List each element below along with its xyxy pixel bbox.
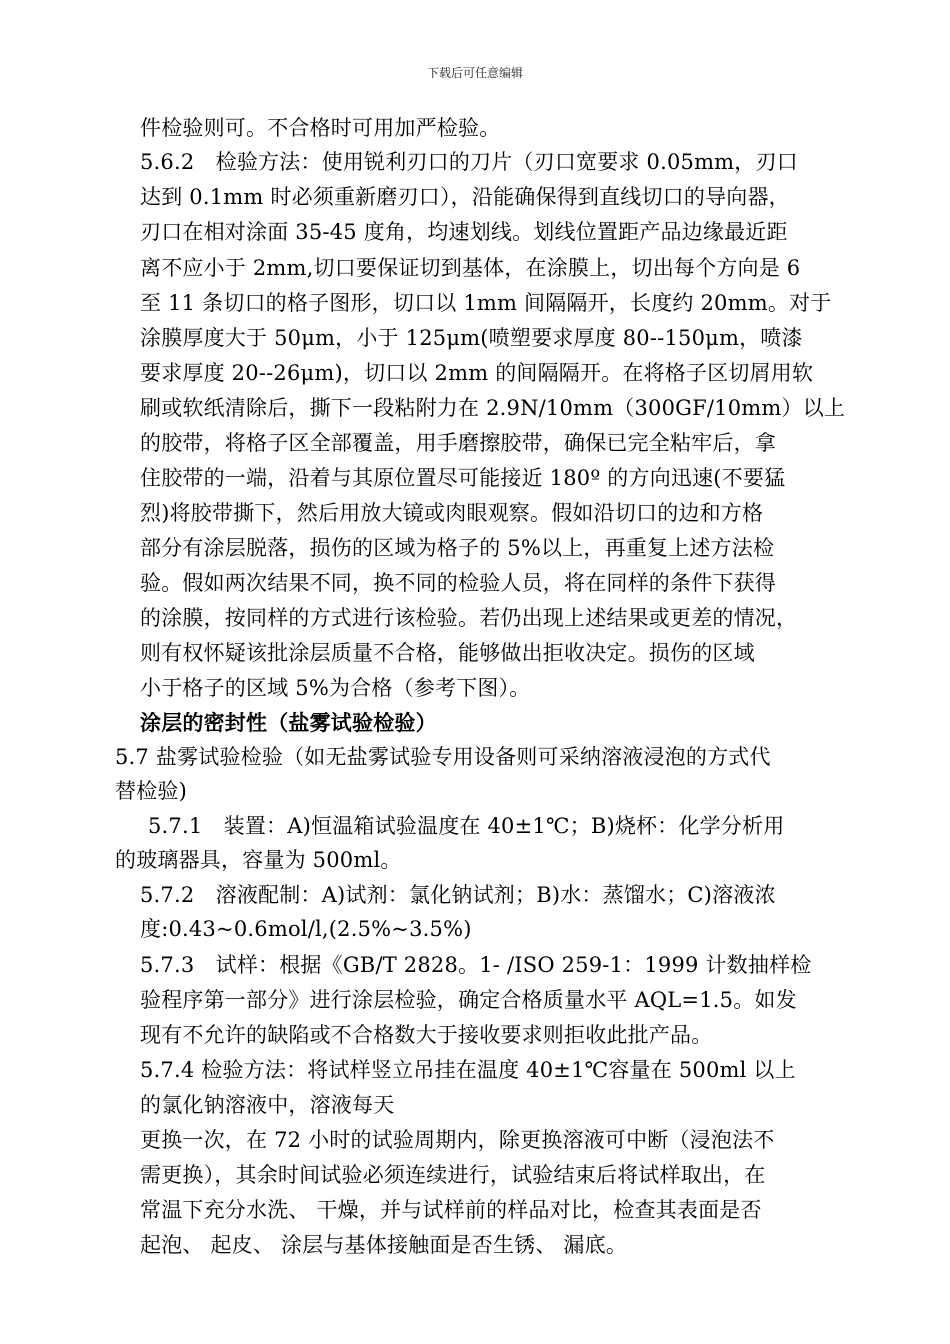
text-line: 起泡、 起皮、 涂层与基体接触面是否生锈、 漏底。: [140, 1233, 628, 1257]
text-line: 刷或软纸清除后，撕下一段粘附力在 2.9N/10mm（300GF/10mm）以上: [140, 396, 846, 420]
text-line: 烈)将胶带撕下，然后用放大镜或肉眼观察。假如沿切口的边和方格: [140, 501, 764, 525]
text-line: 的胶带，将格子区全部覆盖，用手磨擦胶带，确保已完全粘牢后，拿: [140, 431, 776, 455]
text-line: 需更换），其余时间试验必须连续进行，试验结束后将试样取出，在: [140, 1163, 766, 1187]
text-line: 要求厚度 20--26μm)，切口以 2mm 的间隔隔开。在将格子区切屑用软: [140, 361, 814, 385]
text-line: 5.7.1 装置：A)恒温箱试验温度在 40±1℃；B)烧杯：化学分析用: [148, 814, 785, 838]
text-line: 刃口在相对涂面 35-45 度角，均速划线。划线位置距产品边缘最近距: [140, 220, 788, 244]
text-line: 小于格子的区域 5%为合格（参考下图）。: [140, 676, 531, 700]
page-header: 下载后可任意编辑: [426, 66, 523, 80]
text-line: 则有权怀疑该批涂层质量不合格，能够做出拒收决定。损伤的区域: [140, 641, 755, 665]
text-line: 验。假如两次结果不同，换不同的检验人员，将在同样的条件下获得: [140, 571, 776, 595]
text-line: 替检验): [115, 779, 187, 803]
text-line: 的玻璃器具，容量为 500ml。: [115, 848, 402, 872]
text-line: 度:0.43~0.6mol/l,(2.5%~3.5%): [140, 917, 472, 941]
text-line: 至 11 条切口的格子图形，切口以 1mm 间隔隔开，长度约 20mm。对于: [140, 291, 832, 315]
text-line: 达到 0.1mm 时必须重新磨刃口），沿能确保得到直线切口的导向器，: [140, 185, 790, 209]
text-line: 5.7.4 检验方法：将试样竖立吊挂在温度 40±1℃容量在 500ml 以上: [140, 1058, 796, 1082]
text-line: 的氯化钠溶液中，溶液每天: [140, 1093, 395, 1117]
text-line: 现有不允许的缺陷或不合格数大于接收要求则拒收此批产品。: [140, 1023, 713, 1047]
text-line: 5.7.2 溶液配制：A)试剂：氯化钠试剂；B)水：蒸馏水；C)溶液浓: [140, 883, 776, 907]
text-line: 验程序第一部分》进行涂层检验，确定合格质量水平 AQL=1.5。如发: [140, 988, 797, 1012]
text-line: 离不应小于 2mm,切口要保证切到基体，在涂膜上，切出每个方向是 6: [140, 256, 801, 280]
section-heading: 涂层的密封性（盐雾试验检验）: [140, 710, 437, 735]
text-line: 5.6.2 检验方法：使用锐利刃口的刀片（刃口宽要求 0.05mm，刃口: [140, 150, 798, 174]
text-line: 件检验则可。不合格时可用加严检验。: [140, 116, 501, 140]
text-line: 的涂膜，按同样的方式进行该检验。若仍出现上述结果或更差的情况，: [140, 606, 798, 630]
text-line: 住胶带的一端，沿着与其原位置尽可能接近 180º 的方向迅速(不要猛: [140, 466, 786, 490]
text-line: 5.7.3 试样：根据《GB/T 2828。1- /ISO 259-1：1999 计数抽样检: [140, 953, 812, 977]
text-line: 更换一次，在 72 小时的试验周期内，除更换溶液可中断（浸泡法不: [140, 1128, 775, 1152]
text-line: 常温下充分水洗、 干燥，并与试样前的样品对比，检查其表面是否: [140, 1198, 762, 1222]
text-line: 5.7 盐雾试验检验（如无盐雾试验专用设备则可采纳溶液浸泡的方式代: [115, 745, 771, 769]
text-line: 部分有涂层脱落，损伤的区域为格子的 5%以上，再重复上述方法检: [140, 536, 775, 560]
text-line: 涂膜厚度大于 50μm，小于 125μm(喷塑要求厚度 80--150μm，喷漆: [140, 326, 803, 350]
